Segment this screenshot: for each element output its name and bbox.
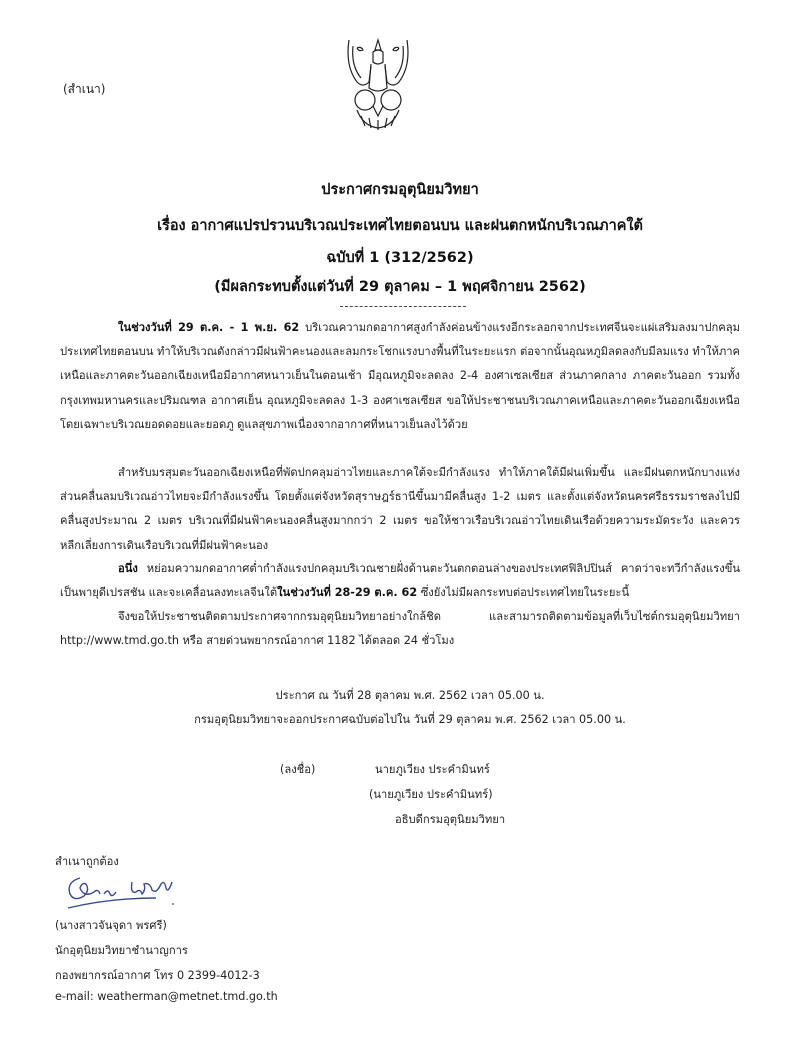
certified-copy-label: สำเนาถูกต้อง: [55, 855, 119, 868]
paragraph-cold-air: [60, 316, 740, 437]
certifier-division-phone: กองพยากรณ์อากาศ โทร 0 2399-4012-3: [55, 969, 260, 982]
paragraph-low-pressure: [60, 557, 740, 605]
paragraph-monsoon: [60, 461, 740, 558]
signatory-name: นายภูเวียง ประคำมินทร์: [375, 763, 490, 776]
paragraph-body: หย่อมความกดอากาศต่ำกำลังแรงปกคลุมบริเวณชายฝั่งด้านตะวันตกตอนล่างของประเทศฟิลิปปินส์ คาดว่าจะทวีกำลังแรงขึ้นเป็นพายุดีเปรสชัน และจะเคลื่อนลงทะเลจีนใต้: [60, 562, 740, 600]
issue-number: ฉบับที่ 1 (312/2562): [326, 250, 474, 266]
agency-heading: ประกาศกรมอุตุนิยมวิทยา: [321, 182, 479, 198]
certifier-name: (นางสาวจันจุดา พรศรี): [55, 919, 167, 932]
effective-period: (มีผลกระทบตั้งแต่วันที่ 29 ตุลาคม – 1 พฤศจิกายน 2562): [214, 279, 586, 295]
paragraph-body: จึงขอให้ประชาชนติดตามประกาศจากกรมอุตุนิยมวิทยาอย่างใกล้ชิด และสามารถติดตามข้อมูลที่เว็บไซต์กรมอุตุนิยมวิทยา http://www.tmd.go.th หรือ สายด่วนพยากรณ์อากาศ 1182 ได้ตลอด 24 ชั่วโมง: [60, 610, 740, 648]
paragraph-body: บริเวณความกดอากาศสูงกำลังค่อนข้างแรงอีกระลอกจากประเทศจีนจะแผ่เสริมลงมาปกคลุมประเทศไทยตอนบน ทำให้บริเวณดังกล่าวมีฝนฟ้าคะนองและลมกระโชกแรงบางพื้นที่ในระยะแรก ต่อจากนั้นอุณหภูมิลดลงกับมีลมแรง ทำให้ภาคเหนือและภาคตะวันออกเฉียงเหนือมีอากาศหนาวเย็นในตอนเช้า มีอุณหภูมิจะลดลง 2-4 องศาเซลเซียส ส่วนภาคกลาง ภาคตะวันออก รวมทั้งกรุงเทพมหานครและปริมณฑล อากาศเย็น อุณหภูมิจะลดลง 1-3 องศาเซลเซียส ขอให้ประชาชนบริเวณภาคเหนือและภาคตะวันออกเฉียงเหนือโดยเฉพาะบริเวณยอดดอยและยอดภู ดูแลสุขภาพเนื่องจากอากาศที่หนาวเย็นลงไว้ด้วย: [60, 321, 740, 431]
signed-label: (ลงชื่อ): [280, 763, 316, 776]
issued-date: ประกาศ ณ วันที่ 28 ตุลาคม พ.ศ. 2562 เวลา 05.00 น.: [275, 689, 545, 702]
handwritten-signature-icon: [60, 868, 200, 914]
paragraph-lead: ในช่วงวันที่ 29 ต.ค. - 1 พ.ย. 62: [118, 321, 300, 334]
certifier-email: e-mail: weatherman@metnet.tmd.go.th: [55, 990, 278, 1003]
separator-line: [340, 306, 466, 307]
paragraph-body-end: ซึ่งยังไม่มีผลกระทบต่อประเทศไทยในระยะนี้: [417, 586, 630, 600]
next-issue-date: กรมอุตุนิยมวิทยาจะออกประกาศฉบับต่อไปใน วันที่ 29 ตุลาคม พ.ศ. 2562 เวลา 05.00 น.: [194, 713, 626, 726]
signatory-position: อธิบดีกรมอุตุนิยมวิทยา: [395, 813, 506, 826]
paragraph-body: สำหรับมรสุมตะวันออกเฉียงเหนือที่พัดปกคลุมอ่าวไทยและภาคใต้จะมีกำลังแรง ทำให้ภาคใต้มีฝนเพิ่มขึ้น และมีฝนตกหนักบางแห่ง ส่วนคลื่นลมบริเวณอ่าวไทยจะมีกำลังแรงขึ้น โดยตั้งแต่จังหวัดสุราษฎร์ธานีขึ้นมามีคลื่นสูง 1-2 เมตร และตั้งแต่จังหวัดนครศรีธรรมราชลงไปมีคลื่นสูงประมาณ 2 เมตร บริเวณที่มีฝนฟ้าคะนองคลื่นสูงมากกว่า 2 เมตร ขอให้ชาวเรือบริเวณอ่าวไทยเดินเรือด้วยความระมัดระวัง และควรหลีกเลี่ยงการเดินเรือบริเวณที่มีฝนฟ้าคะนอง: [60, 466, 740, 552]
garuda-emblem-icon: [343, 36, 413, 136]
subject-heading: เรื่อง อากาศแปรปรวนบริเวณประเทศไทยตอนบน และฝนตกหนักบริเวณภาคใต้: [157, 218, 643, 234]
paragraph-advice: [60, 605, 740, 653]
paragraph-date: ในช่วงวันที่ 28-29 ต.ค. 62: [277, 586, 418, 600]
signatory-name-parenthesized: (นายภูเวียง ประคำมินทร์): [369, 788, 493, 801]
certifier-position: นักอุตุนิยมวิทยาชำนาญการ: [55, 944, 188, 957]
paragraph-lead: อนึ่ง: [118, 562, 138, 575]
copy-label: (สำเนา): [63, 82, 106, 96]
